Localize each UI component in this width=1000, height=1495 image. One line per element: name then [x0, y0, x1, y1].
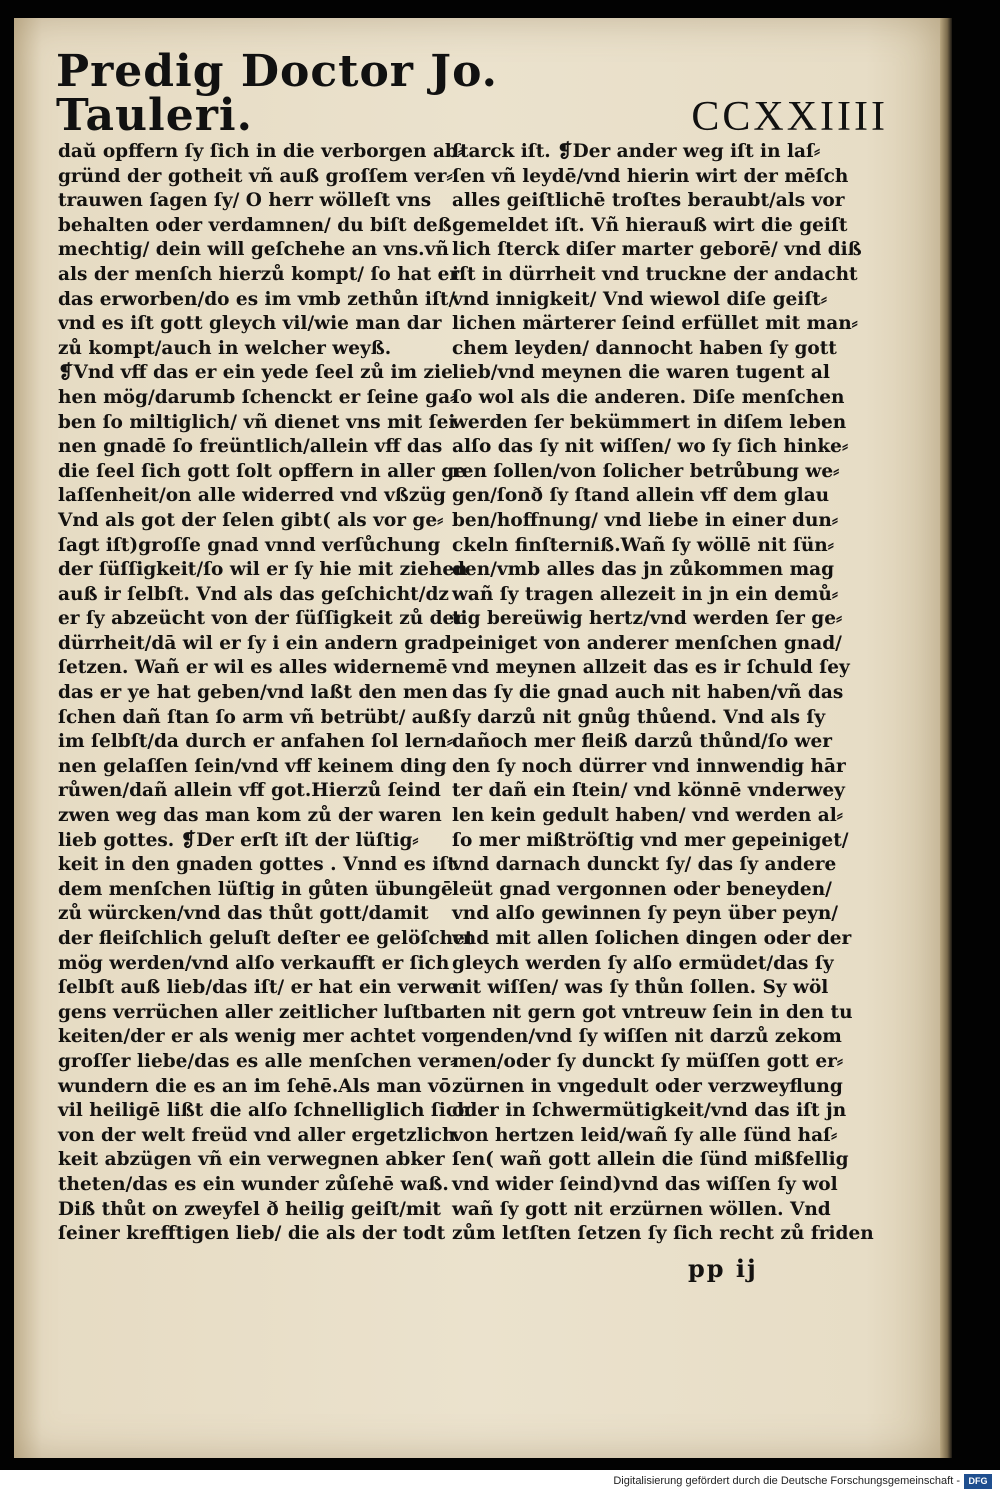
text-line: iſt in dürrheit vnd truckne der andacht — [452, 263, 858, 285]
text-line: mechtig/ dein will geſchehe an vns.vñ — [58, 239, 449, 261]
text-line: leüt gnad vergonnen oder beneyden/ — [452, 878, 832, 900]
text-line: theten/das es ein wunder zůſehē waß. — [58, 1173, 449, 1195]
text-line: als der menſch hierzů kompt/ ſo hat er — [58, 263, 460, 285]
text-line: Vnd als got der ſelen gibt( als vor ge⸗ — [58, 509, 444, 531]
text-line: ſelbſt auß lieb/das iſt/ er hat ein verwe — [58, 977, 458, 999]
text-line: ❡Vnd vff das er ein yede ſeel zů im zie — [58, 362, 453, 384]
text-line: hen mög/darumb ſchenckt er ſeine ga⸗ — [58, 386, 457, 408]
text-line: ſen( wañ gott allein die ſünd mißfellig — [452, 1149, 849, 1171]
text-line: werden ſer bekümmert in diſem leben — [452, 411, 847, 433]
text-line: das erworben/do es im vmb zethůn iſt/ — [58, 288, 456, 310]
text-line: dürrheit/dā wil er ſy i ein andern grad — [58, 632, 452, 654]
text-line: zwen weg das man kom zů der waren — [58, 805, 442, 827]
page-header — [56, 46, 888, 141]
text-line: nen gelaſſen ſein/vnd vff keinem ding — [58, 755, 447, 777]
text-line: ſtarck iſt. ❡Der ander weg iſt in laſ⸗ — [452, 141, 821, 162]
text-line: Diß thůt on zweyfel ð heilig geiſt/mit — [58, 1198, 441, 1220]
text-line: den/vmb alles das jn zůkommen mag — [452, 559, 835, 581]
text-line: chem leyden/ dannocht haben ſy gott — [452, 337, 837, 359]
text-line: keiten/der er als wenig mer achtet von — [58, 1026, 459, 1048]
text-line: der ſüſſigkeit/ſo wil er ſy hie mit ziehen — [58, 559, 468, 581]
text-line: ter dañ ein ſtein/ vnd könnē vnderwey — [452, 780, 845, 802]
text-line: ſchen dañ ſtan ſo arm vñ betrübt/ auß — [58, 706, 452, 728]
text-line: vnd mit allen ſolichen dingen oder der — [452, 928, 852, 949]
page-edge — [940, 18, 952, 1458]
text-line: vnd wider ſeind)vnd das wiſſen ſy wol — [452, 1173, 838, 1195]
text-line: zürnen in vngedult oder verzweyflung — [452, 1075, 843, 1097]
text-line: ben ſo miltiglich/ vñ dienet vns mit ſei — [58, 411, 456, 433]
text-line: vnd darnach dunckt ſy/ das ſy andere — [452, 854, 837, 876]
text-line: vnd meynen allzeit das es ir ſchuld ſey — [452, 657, 850, 679]
text-line: daŭ opffern ſy ſich in die verborgen ab⸗ — [58, 141, 465, 162]
text-line: ſo wol als die anderen. Diſe menſchen — [452, 386, 845, 408]
text-line: von hertzen leid/wañ ſy alle ſünd haſ⸗ — [452, 1124, 838, 1146]
text-line: ckeln finſterniß.Wañ ſy wöllē nit ſün⸗ — [452, 534, 834, 556]
text-line: lich ſterck diſer marter geborē/ vnd diß — [452, 239, 862, 261]
text-line: gen/ſonð ſy ſtand allein vff dem glau — [452, 485, 830, 507]
text-line: zům letſten ſetzen ſy ſich recht zů friden — [452, 1223, 874, 1245]
text-line: behalten oder verdamnen/ du biſt deß — [58, 214, 452, 236]
text-line: peiniget von anderer menſchen gnad/ — [452, 632, 842, 654]
text-line: ſy darzů nit gnůg thůend. Vnd als ſy — [452, 706, 826, 728]
text-line: das er ye hat geben/vnd laßt den men — [58, 682, 448, 704]
text-line: ben/hoffnung/ vnd liebe in einer dun⸗ — [452, 509, 839, 531]
text-line: tig bereüwig hertz/vnd werden ſer ge⸗ — [452, 608, 843, 630]
text-line: wundern die es an im ſehē.Als man vō — [58, 1075, 452, 1097]
text-line: alles geiſtlichē troſtes beraubt/als vor — [452, 190, 845, 212]
text-line: ſen vñ leydē/vnd hierin wirt der mēſch — [452, 165, 849, 187]
text-line: vil heiligē lißt die alſo ſchnelliglich ſich — [58, 1100, 471, 1122]
text-line: vnd es iſt gott gleych vil/wie man dar — [58, 313, 442, 335]
text-line: růwen/dañ allein vff got.Hierzů ſeind — [58, 780, 441, 802]
dfg-logo-icon: DFG — [964, 1474, 992, 1489]
text-line: wañ ſy tragen allezeit in jn ein demů⸗ — [452, 583, 839, 605]
text-line: die ſeel ſich gott ſolt opffern in aller ge — [58, 460, 466, 482]
text-line: trauwen ſagen ſy/ O herr wölleſt vns — [58, 190, 432, 212]
footer-bar — [0, 1470, 1000, 1495]
left-column — [58, 140, 474, 1247]
text-line: alſo das ſy nit wiſſen/ wo ſy ſich hinke⸗ — [452, 436, 849, 458]
text-line: vnd innigkeit/ Vnd wiewol diſe geiſt⸗ — [452, 288, 827, 310]
text-line: dem menſchen lüſtig in gůten übungē — [58, 878, 453, 900]
text-line: das ſy die gnad auch nit haben/vñ das — [452, 682, 844, 704]
text-line: von der welt freüd vnd aller ergetzlich — [58, 1124, 456, 1146]
text-line: ren ſollen/von ſolicher betrůbung we⸗ — [452, 460, 840, 482]
text-line: mög werden/vnd alſo verkaufft er ſich — [58, 952, 450, 974]
text-line: ſagt iſt)groſſe gnad vnnd verſůchung — [58, 534, 441, 556]
funding-note: Digitalisierung gefördert durch die Deutsche Forschungsgemeinschaft - — [613, 1475, 960, 1487]
text-line: lieb/vnd meynen die waren tugent al — [452, 362, 830, 384]
text-line: zů würcken/vnd das thůt gott/damit — [58, 903, 429, 925]
text-line: vnd alſo gewinnen ſy peyn über peyn/ — [452, 903, 839, 925]
text-line: gleych werden ſy alſo ermüdet/das ſy — [452, 952, 834, 974]
running-title: Predig Doctor Jo. Tauleri. — [56, 46, 499, 141]
text-line: wañ ſy gott nit erzürnen wöllen. Vnd — [452, 1198, 831, 1220]
text-line: gründ der gotheit vñ auß groſſem ver⸗ — [58, 165, 453, 187]
text-line: ſetzen. Wañ er wil es alles widernemē — [58, 657, 448, 679]
text-line: gens verrüchen aller zeitlicher luſtbar — [58, 1001, 456, 1023]
text-line: zů kompt/auch in welcher weyß. — [58, 337, 392, 359]
text-line: ſeiner krefftigen lieb/ die als der todt — [58, 1223, 446, 1245]
text-line: keit abzügen vñ ein verwegnen abker — [58, 1149, 445, 1171]
text-line: men/oder ſy dunckt ſy müſſen gott er⸗ — [452, 1050, 844, 1072]
text-line: laſſenheit/on alle widerred vnd vßzüg — [58, 485, 446, 507]
text-line: len kein gedult haben/ vnd werden al⸗ — [452, 805, 843, 827]
text-line: ſo mer mißtröſtig vnd mer gepeiniget/ — [452, 829, 849, 851]
text-line: genden/vnd ſy wiſſen nit darzů zekom — [452, 1026, 842, 1048]
text-line: oder in ſchwermütigkeit/vnd das iſt jn — [452, 1100, 847, 1122]
text-line: lieb gottes. ❡Der erſt iſt der lüſtig⸗ — [58, 829, 419, 851]
text-line: den ſy noch dürrer vnd innwendig hār — [452, 755, 846, 777]
text-line: dañoch mer fleiß darzů thůnd/ſo wer — [452, 731, 832, 753]
folio-number: CCXXIIII — [691, 94, 888, 140]
text-line: lichen märterer ſeind erfüllet mit man⸗ — [452, 313, 858, 335]
text-line: gemeldet iſt. Vñ hierauß wirt die geiſt — [452, 214, 848, 236]
right-column — [452, 140, 874, 1247]
text-line: er ſy abzeücht von der ſüſſigkeit zů der — [58, 608, 465, 630]
signature-mark: pp ij — [688, 1254, 758, 1283]
text-line: groſſer liebe/das es alle menſchen ver⸗ — [58, 1050, 457, 1072]
text-line: im ſelbſt/da durch er anfahen ſol lern⸗ — [58, 731, 454, 753]
text-line: auß ir ſelbſt. Vnd als das geſchicht/dz — [58, 583, 449, 605]
text-line: keit in den gnaden gottes . Vnnd es iſt — [58, 854, 456, 876]
text-line: nen gnadē ſo freüntlich/allein vff das — [58, 436, 443, 458]
text-line: ten nit gern got vntreuw ſein in den tu — [452, 1001, 853, 1023]
text-line: der fleiſchlich geluſt deſter ee gelöſchet — [58, 928, 474, 949]
text-line: nit wiſſen/ was ſy thůn ſollen. Sy wöl — [452, 977, 829, 999]
